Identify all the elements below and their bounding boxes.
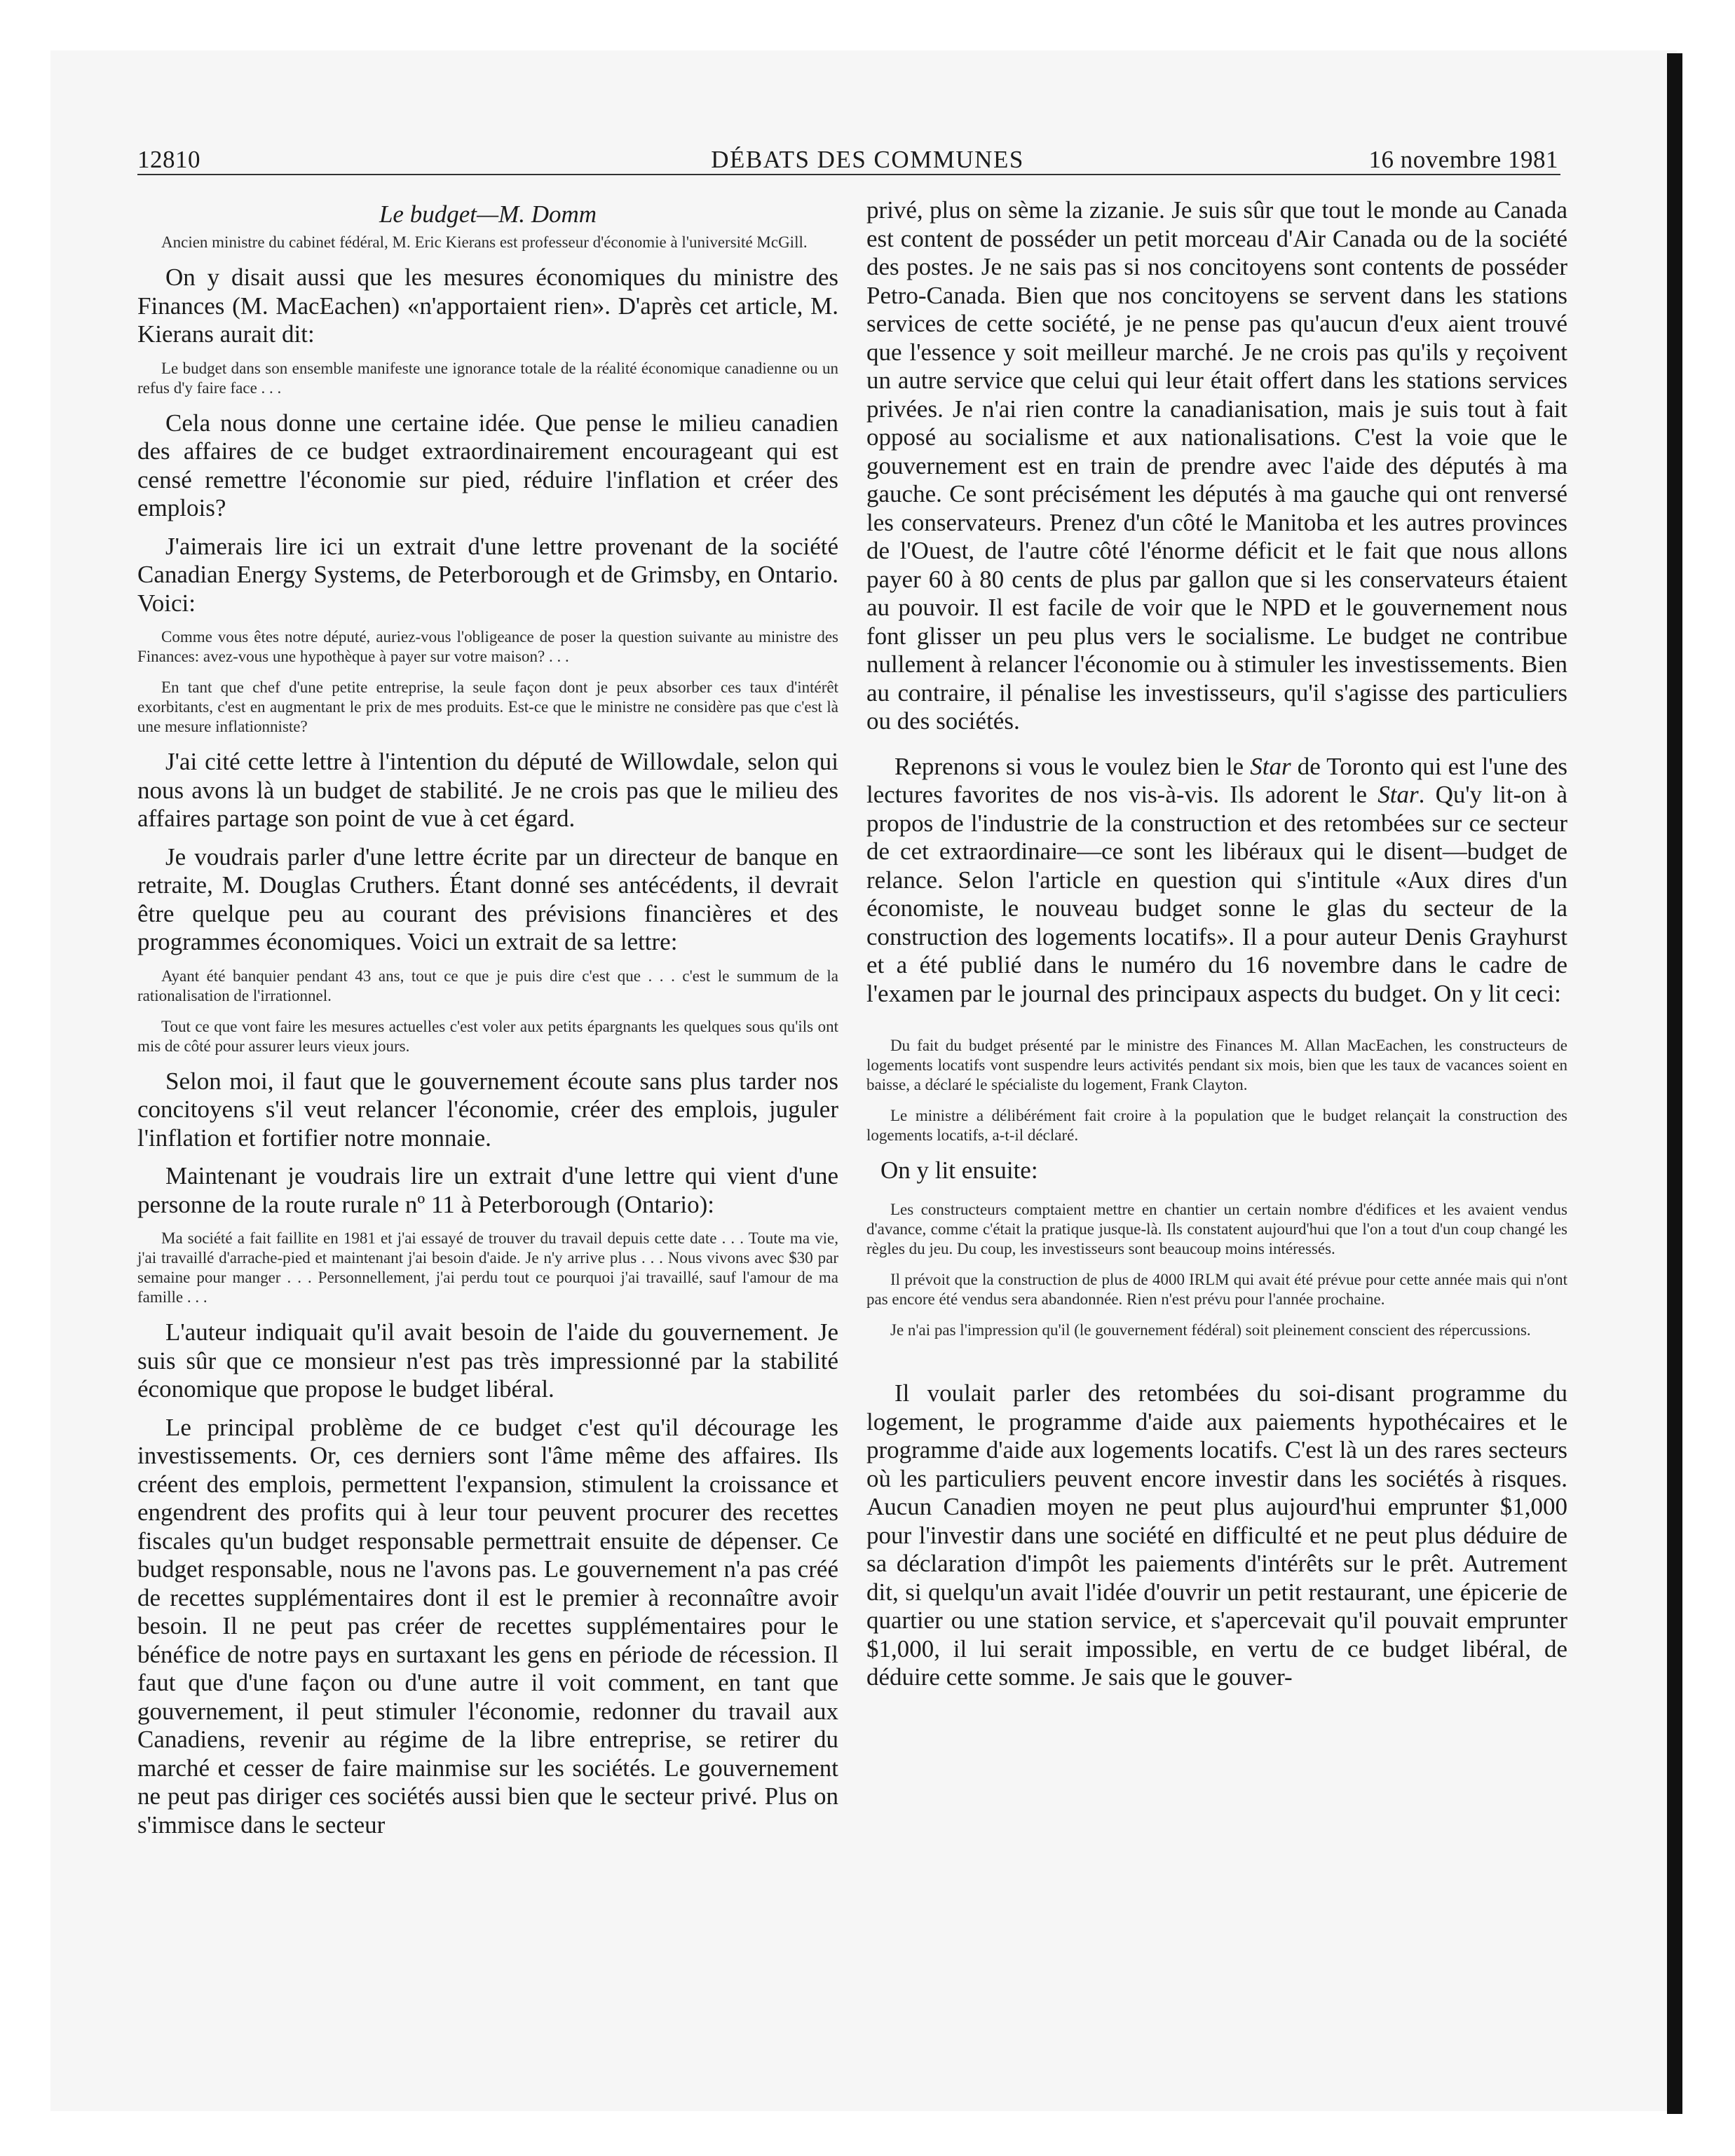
text-run: . Qu'y lit-on à propos de l'industrie de la construction et des retombées sur ce secteur de cet extraordinaire—ce sont les libéraux qui le disent—budget de relance. Selon l'article en question qui s'intitule «Aux dires d'un économiste, le nouveau budget sonne le glas du secteur de la construction des logements locatifs». Il a pour auteur Denis Grayhurst et a été publié dans le numéro du 16 novembre dans le cadre de l'examen par le journal des principaux aspects du budget. On y lit ceci:: [866, 781, 1567, 1007]
quote-paragraph: Les constructeurs comptaient mettre en chantier un certain nombre d'édifices et les avaient vendus d'avance, comme c'était la pratique jusque-là. Ils constatent aujourd'hui que l'on a tout d'un coup changé les règles du jeu. Du coup, les investisseurs sont beaucoup moins intéressés.: [866, 1201, 1567, 1257]
left-column: [137, 196, 838, 1849]
quote-paragraph: Le ministre a délibérément fait croire à la population que le budget relançait la construction des logements locatifs, a-t-il déclaré.: [866, 1107, 1567, 1144]
quote-paragraph: Tout ce que vont faire les mesures actuelles c'est voler aux petits épargnants les quelques sous qu'ils ont mis de côté pour assurer leurs vieux jours.: [137, 1017, 838, 1055]
body-paragraph: J'aimerais lire ici un extrait d'une lettre provenant de la société Canadian Energy Systems, de Peterborough et de Grimsby, en Ontario. Voici:: [137, 532, 838, 617]
quote-paragraph: Il prévoit que la construction de plus de 4000 IRLM qui avait été prévue pour cette année mais qui n'ont pas encore été vendus sera abandonnée. Rien n'est prévu pour l'année prochaine.: [866, 1271, 1567, 1308]
body-paragraph: Selon moi, il faut que le gouvernement écoute sans plus tarder nos concitoyens s'il veut relancer l'économie, créer des emplois, juguler l'inflation et fortifier notre monnaie.: [137, 1067, 838, 1152]
text-run: de Toronto qui est l'une des lectures favorites de nos vis-à-vis. Ils adorent le: [866, 752, 1567, 808]
body-paragraph: Le principal problème de ce budget c'est qu'il décourage les investissements. Or, ces derniers sont l'âme même des affaires. Ils créent des emplois, permettent l'expansion, stimulent la croissance et engendrent des profits qui à leur tour peuvent procurer des recettes fiscales qu'un budget responsable permettrait ensuite de dépenser. Ce budget responsable, nous ne l'avons pas. Le gouvernement n'a pas créé de recettes supplémentaires dont il est le premier à reconnaître avoir besoin. Il ne peut pas créer de recettes supplémentaires pour le bénéfice de notre pays en surtaxant les gens en période de récession. Il faut que d'une façon ou d'une autre il voit comment, en tant que gouvernement, il peut stimuler l'économie, redonner du travail aux Canadiens, revenir au régime de la libre entreprise, se retirer du marché et cesser de faire mainmise sur les sociétés. Le gouvernement ne peut pas diriger ces sociétés aussi bien que le secteur privé. Plus on s'immisce dans le secteur: [137, 1413, 838, 1838]
header-rule: [137, 174, 1560, 175]
text-run: Reprenons si vous le voulez bien le: [894, 752, 1251, 780]
body-line: On y lit ensuite:: [880, 1157, 1038, 1184]
body-paragraph: privé, plus on sème la zizanie. Je suis sûr que tout le monde au Canada est content de posséder un petit morceau d'Air Canada ou de la société des postes. Je ne sais pas si nos concitoyens sont contents de posséder Petro-Canada. Bien que nos concitoyens se servent dans les stations services de cette société, je ne pense pas qu'aucun d'eux aient trouvé que l'essence y soit meilleur marché. Je ne crois pas qu'ils y reçoivent un autre service que celui qui leur était offert dans les stations services privées. Je n'ai rien contre la canadianisation, mais je suis tout à fait opposé au socialisme et aux nationalisations. C'est la voie que le gouvernement est en train de prendre avec l'aide des députés à ma gauche. Ce sont précisément les députés à ma gauche qui ont renversé les conservateurs. Prenez d'un côté le Manitoba et les autres provinces de l'Ouest, de l'autre côté l'énorme déficit et le fait que nous allons payer 60 à 80 cents de plus par gallon que si les conservateurs étaient au pouvoir. Il est facile de voir que le NPD et le gouvernement nous font glisser un peu plus vers le socialisme. Le budget ne contribue nullement à relancer l'économie ou à stimuler les investissements. Bien au contraire, il pénalise les investisseurs, qu'il s'agisse des particuliers ou des sociétés.: [866, 196, 1567, 735]
body-paragraph: On y disait aussi que les mesures économiques du ministre des Finances (M. MacEachen) «n'apportaient rien». D'après cet article, M. Kierans aurait dit:: [137, 264, 838, 348]
body-paragraph: L'auteur indiquait qu'il avait besoin de l'aide du gouvernement. Je suis sûr que ce monsieur n'est pas très impressionné par la stabilité économique que propose le budget libéral.: [137, 1318, 838, 1403]
quote-paragraph: Le budget dans son ensemble manifeste une ignorance totale de la réalité économique canadienne ou un refus d'y faire face . . .: [137, 359, 838, 397]
quote-paragraph: Ayant été banquier pendant 43 ans, tout ce que je puis dire c'est que . . . c'est le summum de la rationalisation de l'irrationnel.: [137, 967, 838, 1004]
newspaper-name: Star: [1250, 752, 1291, 780]
section-subheading: Le budget—M. Domm: [379, 200, 597, 228]
body-paragraph: Je voudrais parler d'une lettre écrite par un directeur de banque en retraite, M. Douglas Cruthers. Étant donné ses antécédents, il devrait être quelque peu au courant des prévisions financières et des programmes économiques. Voici un extrait de sa lettre:: [137, 842, 838, 955]
right-column: [866, 196, 1567, 1702]
quote-paragraph: Du fait du budget présenté par le ministre des Finances M. Allan MacEachen, les constructeurs de logements locatifs vont suspendre leurs activités pendant six mois, bien que les taux de vacances soient en baisse, a déclaré le spécialiste du logement, Frank Clayton.: [866, 1037, 1567, 1093]
quote-paragraph: En tant que chef d'une petite entreprise, la seule façon dont je peux absorber ces taux d'intérêt exorbitants, c'est en augmentant le prix de mes produits. Est-ce que le ministre ne considère pas que c'est là une mesure inflationniste?: [137, 678, 838, 735]
body-paragraph: Cela nous donne une certaine idée. Que pense le milieu canadien des affaires de ce budget extraordinairement encourageant qui est censé remettre l'économie sur pied, réduire l'inflation et créer des emplois?: [137, 409, 838, 521]
quote-paragraph: Je n'ai pas l'impression qu'il (le gouvernement fédéral) soit pleinement conscient des répercussions.: [890, 1321, 1531, 1339]
page-title: DÉBATS DES COMMUNES: [711, 146, 1024, 173]
page-number: 12810: [137, 146, 200, 173]
body-paragraph: Il voulait parler des retombées du soi-disant programme du logement, le programme d'aide aux paiements hypothécaires et le programme d'aide aux logements locatifs. C'est là un des rares secteurs où les particuliers peuvent encore investir dans les sociétés à risques. Aucun Canadien moyen ne peut plus aujourd'hui emprunter $1,000 pour l'investir dans une société en difficulté et ne peut plus déduire de sa déclaration d'impôt les paiements d'intérêts sur le prêt. Autrement dit, si quelqu'un avait l'idée d'ouvrir un petit restaurant, une épicerie de quartier ou une station service, et s'apercevait qu'il pouvait emprunter $1,000, il lui serait impossible, en vertu de ce budget libéral, de déduire cette somme. Je sais que le gouver-: [866, 1379, 1567, 1691]
page-date: 16 novembre 1981: [1368, 146, 1558, 173]
quote-paragraph: Ancien ministre du cabinet fédéral, M. Eric Kierans est professeur d'économie à l'université McGill.: [161, 233, 808, 251]
body-paragraph: Maintenant je voudrais lire un extrait d'une lettre qui vient d'une personne de la route rurale nº 11 à Peterborough (Ontario):: [137, 1162, 838, 1218]
body-paragraph: [866, 753, 1567, 1009]
body-paragraph: J'ai cité cette lettre à l'intention du député de Willowdale, selon qui nous avons là un budget de stabilité. Je ne crois pas que le milieu des affaires partage son point de vue à cet égard.: [137, 748, 838, 832]
quote-paragraph: Comme vous êtes notre député, auriez-vous l'obligeance de poser la question suivante au ministre des Finances: avez-vous une hypothèque à payer sur votre maison? . . .: [137, 628, 838, 665]
scan-edge-bar: [1667, 53, 1682, 2114]
newspaper-name: Star: [1377, 781, 1419, 808]
quote-paragraph: Ma société a fait faillite en 1981 et j'ai essayé de trouver du travail depuis cette date . . . Toute ma vie, j'ai travaillé d'arrache-pied et maintenant j'ai besoin d'aide. Je n'y arrive plus . . . Nous vivons avec $30 par semaine pour manger . . . Personnellement, j'ai perdu tout ce pourquoi j'ai travaillé, sauf l'amour de ma famille . . .: [137, 1229, 838, 1306]
